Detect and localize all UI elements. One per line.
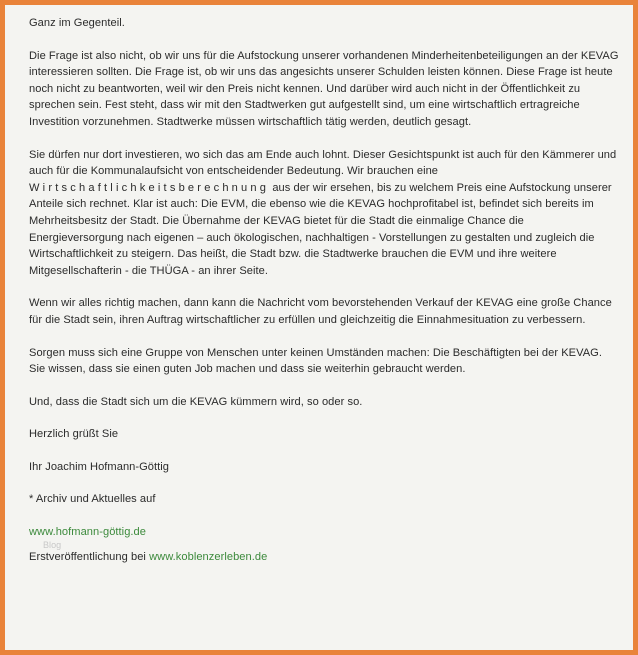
paragraph-2-end: aus der wir ersehen, bis zu welchem Preis eine Aufstockung unserer Anteile sich rechnet. Klar ist auch: Die EVM, die ebenso wie die KEVAG hochprofitabel ist, befindet sich bereits im Mehrheitsbesitz der Stadt. Die Übernahme der KEVAG bietet für die Stadt die einmalige Chance die Energieversorgung nach eigenen – auch ökologischen, nachhaltigen - Vorstellungen zu gestalten und zugleich die Wirtschaftlichkeit zu steigern. Das heißt, die Stadt bzw. die Stadtwerke brauchen die EVM und ihre weitere Mitgesellschafterin - die THÜGA - an ihrer Seite. xyxy=(29,181,612,277)
paragraph-2 xyxy=(29,147,619,280)
paragraph-2-spaced-word: Wirtschaftlichkeitsberechnung xyxy=(29,181,270,194)
first-publication xyxy=(29,549,619,566)
paragraph-2-start: Sie dürfen nur dort investieren, wo sich das am Ende auch lohnt. Dieser Gesichtspunkt ist auch für den Kämmerer und auch für die Kommunalaufsicht von entscheidender Bedeutung. Wir brauchen eine xyxy=(29,148,617,178)
archive-note: * Archiv und Aktuelles auf xyxy=(29,493,156,506)
archive-link[interactable]: www.hofmann-göttig.de xyxy=(29,526,146,539)
greeting: Herzlich grüßt Sie xyxy=(29,428,119,441)
letter-heading: Ganz im Gegenteil. xyxy=(29,17,125,29)
paragraph-5: Und, dass die Stadt sich um die KEVAG kümmern wird, so oder so. xyxy=(29,395,363,408)
paragraph-3: Wenn wir alles richtig machen, dann kann die Nachricht vom bevorstehenden Verkauf der KEVAG eine große Chance für die Stadt sein, ihren Auftrag wirtschaftlicher zu erfüllen und gleichzeitig die Einnahmesituation zu verbessern. xyxy=(29,297,612,326)
letter-body xyxy=(5,5,633,650)
paragraph-4: Sorgen muss sich eine Gruppe von Menschen unter keinen Umständen machen: Die Beschäftigten bei der KEVAG. Sie wissen, dass sie einen guten Job machen und dass sie weiterhin gebraucht werden. xyxy=(29,346,602,376)
signature: Ihr Joachim Hofmann-Göttig xyxy=(29,460,170,473)
paragraph-1: Die Frage ist also nicht, ob wir uns für die Aufstockung unserer vorhandenen Minderheitenbeteiligungen an der KEVAG interessieren sollten. Die Frage ist, ob wir uns das angesichts unserer Schulden leisten können. Diese Frage ist heute noch nicht zu beantworten, weil wir den Preis nicht kennen. Und darüber wird auch nicht in der Öffentlichkeit zu sprechen sein. Fest steht, dass wir mit den Stadtwerken gut aufgestellt sind, um eine wirtschaftlich ertragreiche Investition vorzunehmen. Stadtwerke müssen wirtschaftlich tätig werden, deutlich gesagt. xyxy=(29,49,619,128)
faint-blog-label: Blog xyxy=(43,539,62,550)
first-publication-label: Erstveröffentlichung bei xyxy=(29,550,146,563)
first-publication-link[interactable]: www.koblenzerleben.de xyxy=(149,550,268,563)
